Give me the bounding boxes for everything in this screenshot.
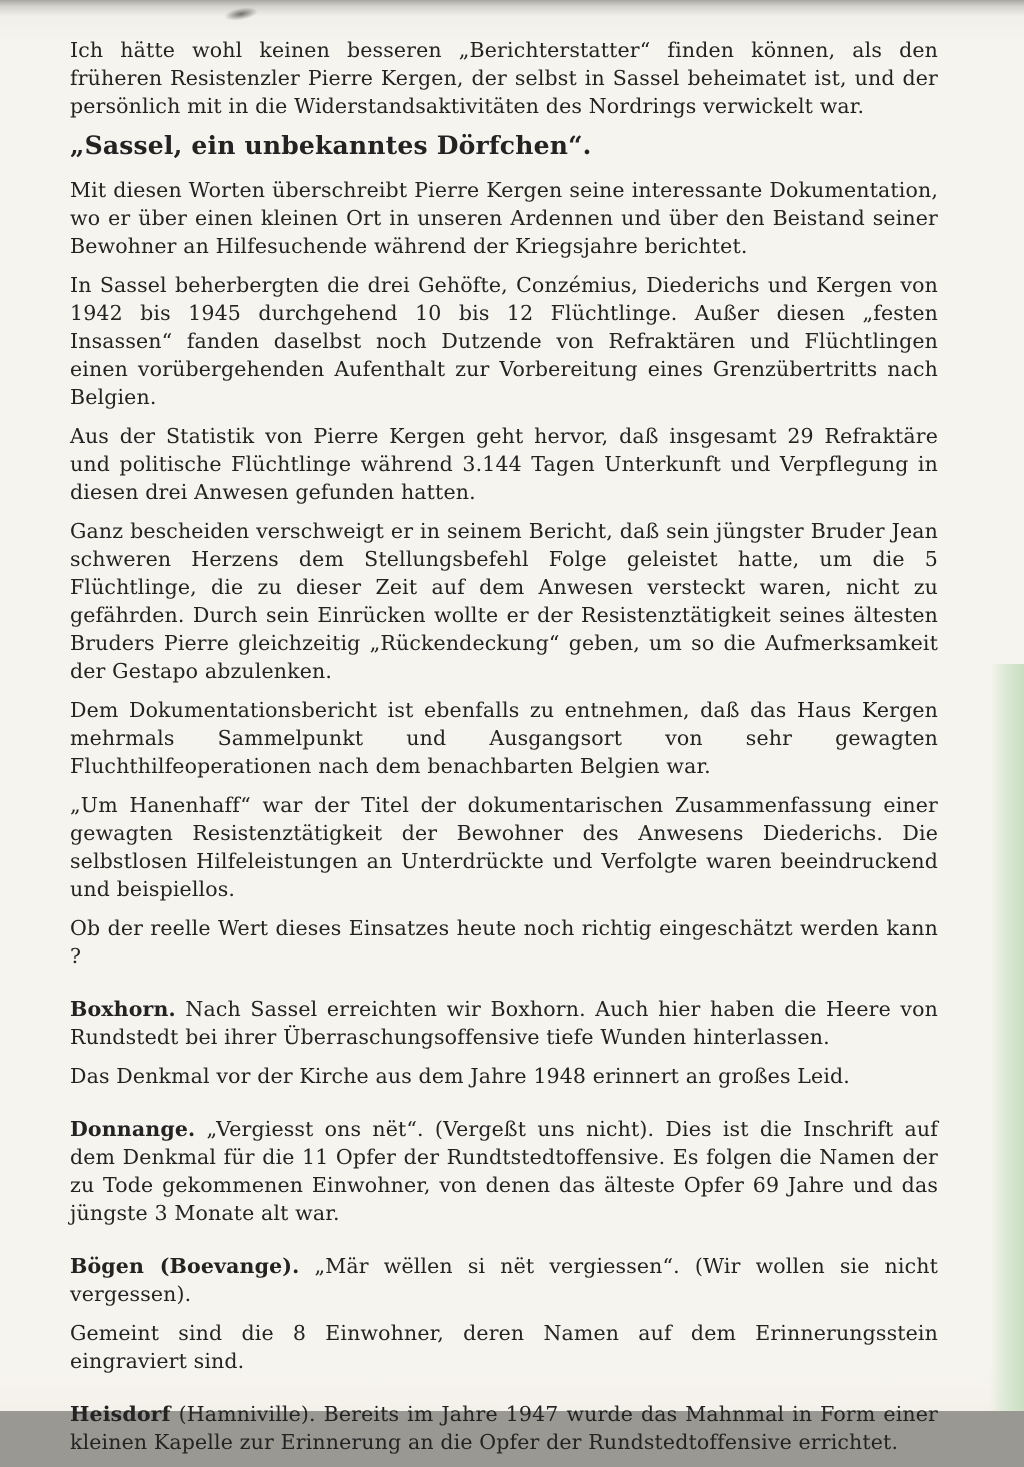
scan-edge-shadow <box>0 0 1024 16</box>
sassel-paragraph-6: „Um Hanenhaff“ war der Titel der dokumentarischen Zusammenfassung einer gewagten Resistenztätigkeit der Bewohner des Anwesens Diederichs. Die selbstlosen Hilfeleistungen an Unterdrückte und Verfolgte waren beeindruckend und beispiellos. <box>70 793 938 901</box>
scan-green-strip <box>990 664 1024 1411</box>
sassel-paragraph-2: In Sassel beherbergten die drei Gehöfte, Conzémius, Diederichs und Kergen von 1942 bis 1945 durchgehend 10 bis 12 Flüchtlinge. Außer diesen „festen Insassen“ fanden daselbst noch Dutzende von Refraktären und Flüchtlingen einen vorübergehenden Aufenthalt zur Vorbereitung eines Grenzübertritts nach Belgien. <box>70 273 938 409</box>
boegen-paragraph-1 <box>70 1252 938 1308</box>
intro-paragraph: Ich hätte wohl keinen besseren „Berichterstatter“ finden können, als den früheren Resistenzler Pierre Kergen, der selbst in Sassel beheimatet ist, und der persönlich mit in die Widerstandsaktivitäten des Nordrings verwickelt war. <box>70 38 938 118</box>
sassel-paragraph-4: Ganz bescheiden verschweigt er in seinem Bericht, daß sein jüngster Bruder Jean schweren Herzens dem Stellungsbefehl Folge geleistet hatte, um die 5 Flüchtlinge, die zu dieser Zeit auf dem Anwesen versteckt waren, nicht zu gefährden. Durch sein Einrücken wollte er der Resistenztätigkeit seines ältesten Bruders Pierre gleichzeitig „Rückendeckung“ geben, um so die Aufmerksamkeit der Gestapo abzulenken. <box>70 519 938 683</box>
boxhorn-paragraph-1 <box>70 995 938 1051</box>
donnange-paragraph-1 <box>70 1115 938 1227</box>
sassel-paragraph-1: Mit diesen Worten überschreibt Pierre Kergen seine interessante Dokumentation, wo er über einen kleinen Ort in unseren Ardennen und über den Beistand seiner Bewohner an Hilfesuchende während der Kriegsjahre berichtet. <box>70 178 938 258</box>
boegen-place-name: Bögen (Boevange). <box>70 1254 300 1278</box>
donnange-paragraph-text: „Vergiesst ons nët“. (Vergeßt uns nicht). Dies ist die Inschrift auf dem Denkmal für die 11 Opfer der Rundtstedtoffensive. Es folgen die Namen der zu Tode gekommenen Einwohner, von denen das älteste Opfer 69 Jahre und das jüngste 3 Monate alt war. <box>70 1117 938 1225</box>
boxhorn-place-name: Boxhorn. <box>70 997 176 1021</box>
page-content <box>70 36 938 1467</box>
heisdorf-paragraph-1 <box>70 1400 938 1456</box>
boxhorn-paragraph-text: Nach Sassel erreichten wir Boxhorn. Auch hier haben die Heere von Rundstedt bei ihrer Überraschungsoffensive tiefe Wunden hinterlassen. <box>70 997 938 1049</box>
boegen-paragraph-2: Gemeint sind die 8 Einwohner, deren Namen auf dem Erinnerungsstein eingraviert sind. <box>70 1321 938 1373</box>
sassel-paragraph-5: Dem Dokumentationsbericht ist ebenfalls zu entnehmen, daß das Haus Kergen mehrmals Sammelpunkt und Ausgangsort von sehr gewagten Fluchthilfeoperationen nach dem benachbarten Belgien war. <box>70 698 938 778</box>
heisdorf-place-name: Heisdorf <box>70 1402 171 1426</box>
boegen-paragraph-text: „Mär wëllen si nët vergiessen“. (Wir wollen sie nicht vergessen). <box>70 1254 938 1306</box>
boxhorn-paragraph-2: Das Denkmal vor der Kirche aus dem Jahre 1948 erinnert an großes Leid. <box>70 1064 850 1088</box>
scan-artifact <box>223 5 259 23</box>
donnange-place-name: Donnange. <box>70 1117 196 1141</box>
heisdorf-paragraph-text: (Hamniville). Bereits im Jahre 1947 wurde das Mahnmal in Form einer kleinen Kapelle zur Erinnerung an die Opfer der Rundstedtoffensive errichtet. <box>70 1402 939 1454</box>
sassel-paragraph-3: Aus der Statistik von Pierre Kergen geht hervor, daß insgesamt 29 Refraktäre und politische Flüchtlinge während 3.144 Tagen Unterkunft und Verpflegung in diesen drei Anwesen gefunden hatten. <box>70 424 938 504</box>
sassel-paragraph-7: Ob der reelle Wert dieses Einsatzes heute noch richtig eingeschätzt werden kann ? <box>70 916 938 968</box>
section-heading: „Sassel, ein unbekanntes Dörfchen“. <box>70 131 592 160</box>
